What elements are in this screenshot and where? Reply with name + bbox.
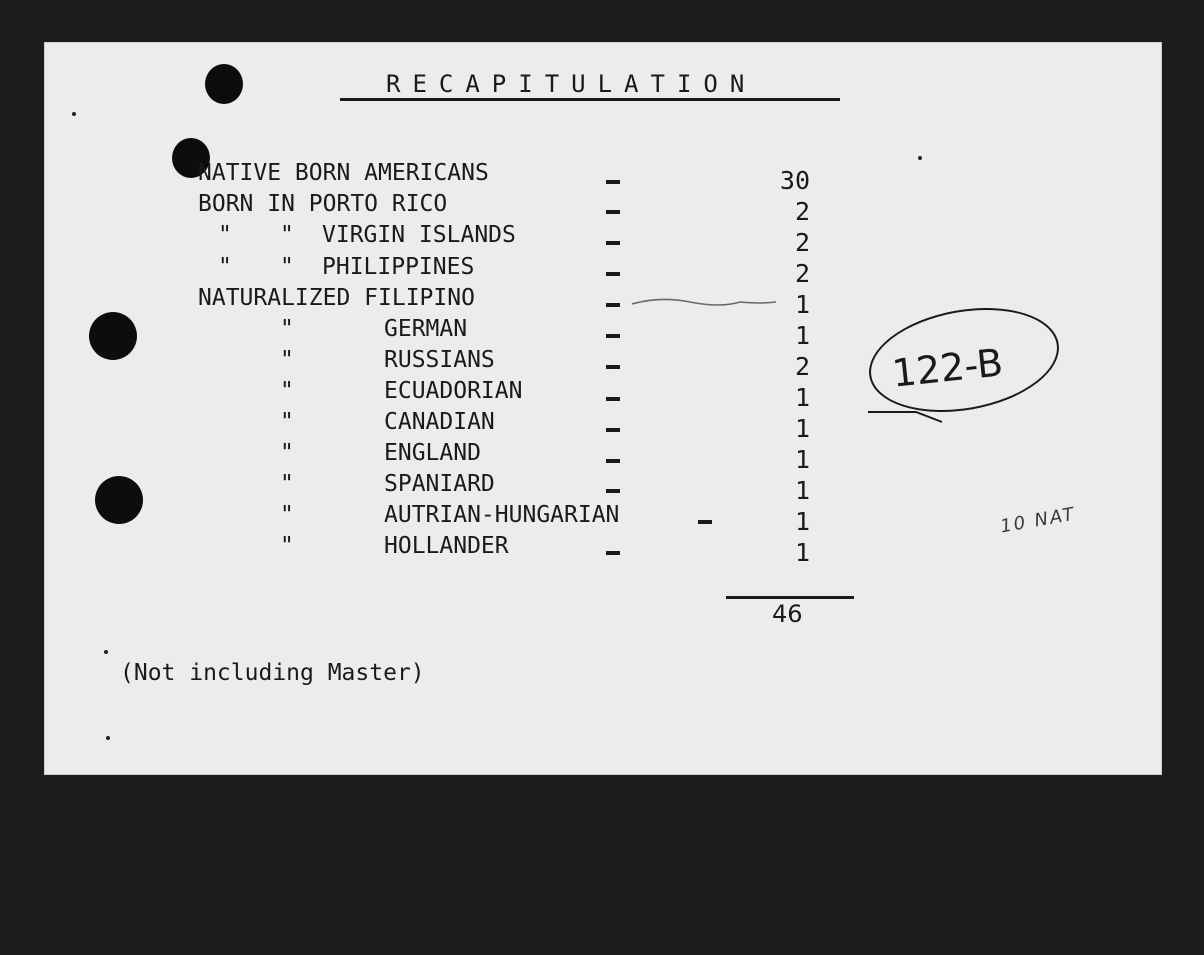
ditto-mark: " <box>280 316 294 342</box>
speck <box>72 112 76 116</box>
row-dash <box>606 459 620 463</box>
row-dash <box>606 210 620 214</box>
row-dash <box>606 397 620 401</box>
speck <box>106 736 110 740</box>
row-label-porto-rico: BORN IN PORTO RICO <box>198 191 448 217</box>
row-label-ecuadorian: ECUADORIAN <box>384 378 523 404</box>
row-count: 2 <box>794 197 810 226</box>
stamp-underline <box>866 402 946 426</box>
row-count: 2 <box>794 352 810 381</box>
row-label-russians: RUSSIANS <box>384 347 495 373</box>
punch-hole-middle <box>89 312 137 360</box>
row-count: 1 <box>794 476 810 505</box>
row-label-canadian: CANADIAN <box>384 409 495 435</box>
row-label-native-born: NATIVE BORN AMERICANS <box>198 160 489 186</box>
footnote: (Not including Master) <box>120 660 425 686</box>
ditto-mark: " <box>280 409 294 435</box>
ditto-mark: " <box>280 440 294 466</box>
row-dash <box>606 272 620 276</box>
ditto-mark: " <box>280 222 294 248</box>
speck <box>104 650 108 654</box>
stamp-number: 122-B <box>890 340 1005 396</box>
row-dash <box>698 520 712 524</box>
row-label-spaniard: SPANIARD <box>384 471 495 497</box>
row-dash <box>606 489 620 493</box>
row-label-naturalized-filipino: NATURALIZED FILIPINO <box>198 285 475 311</box>
row-count: 1 <box>794 290 810 319</box>
speck <box>918 156 922 160</box>
row-label-virgin-islands: VIRGIN ISLANDS <box>322 222 516 248</box>
page-title: RECAPITULATION <box>386 70 757 98</box>
row-dash <box>606 365 620 369</box>
row-dash <box>606 241 620 245</box>
ditto-mark: " <box>280 254 294 280</box>
row-dash <box>606 334 620 338</box>
ditto-mark: " <box>280 378 294 404</box>
ditto-mark: " <box>218 254 232 280</box>
row-label-austrian-hungarian: AUTRIAN-HUNGARIAN <box>384 502 620 528</box>
pencil-annotation: 10 NAT <box>998 503 1078 538</box>
row-dash <box>606 180 620 184</box>
row-count: 1 <box>794 507 810 536</box>
row-count: 2 <box>794 228 810 257</box>
row-label-german: GERMAN <box>384 316 468 342</box>
row-count: 1 <box>794 414 810 443</box>
row-dash <box>606 303 620 307</box>
row-count: 1 <box>794 445 810 474</box>
ditto-mark: " <box>280 471 294 497</box>
row-label-hollander: HOLLANDER <box>384 533 509 559</box>
ditto-mark: " <box>218 222 232 248</box>
punch-hole-top <box>205 64 243 104</box>
row-dash <box>606 551 620 555</box>
ditto-mark: " <box>280 347 294 373</box>
row-count: 1 <box>794 538 810 567</box>
punch-hole-lower <box>95 476 143 524</box>
total-count: 46 <box>772 600 803 628</box>
row-count: 1 <box>794 321 810 350</box>
row-count: 30 <box>779 166 810 195</box>
row-label-philippines: PHILIPPINES <box>322 254 475 280</box>
title-underline <box>340 98 840 101</box>
ditto-mark: " <box>280 533 294 559</box>
row-count: 2 <box>794 259 810 288</box>
row-count: 1 <box>794 383 810 412</box>
row-label-england: ENGLAND <box>384 440 481 466</box>
row-dash <box>606 428 620 432</box>
total-underline <box>726 596 854 599</box>
ditto-mark: " <box>280 502 294 528</box>
pencil-trail <box>630 294 780 310</box>
